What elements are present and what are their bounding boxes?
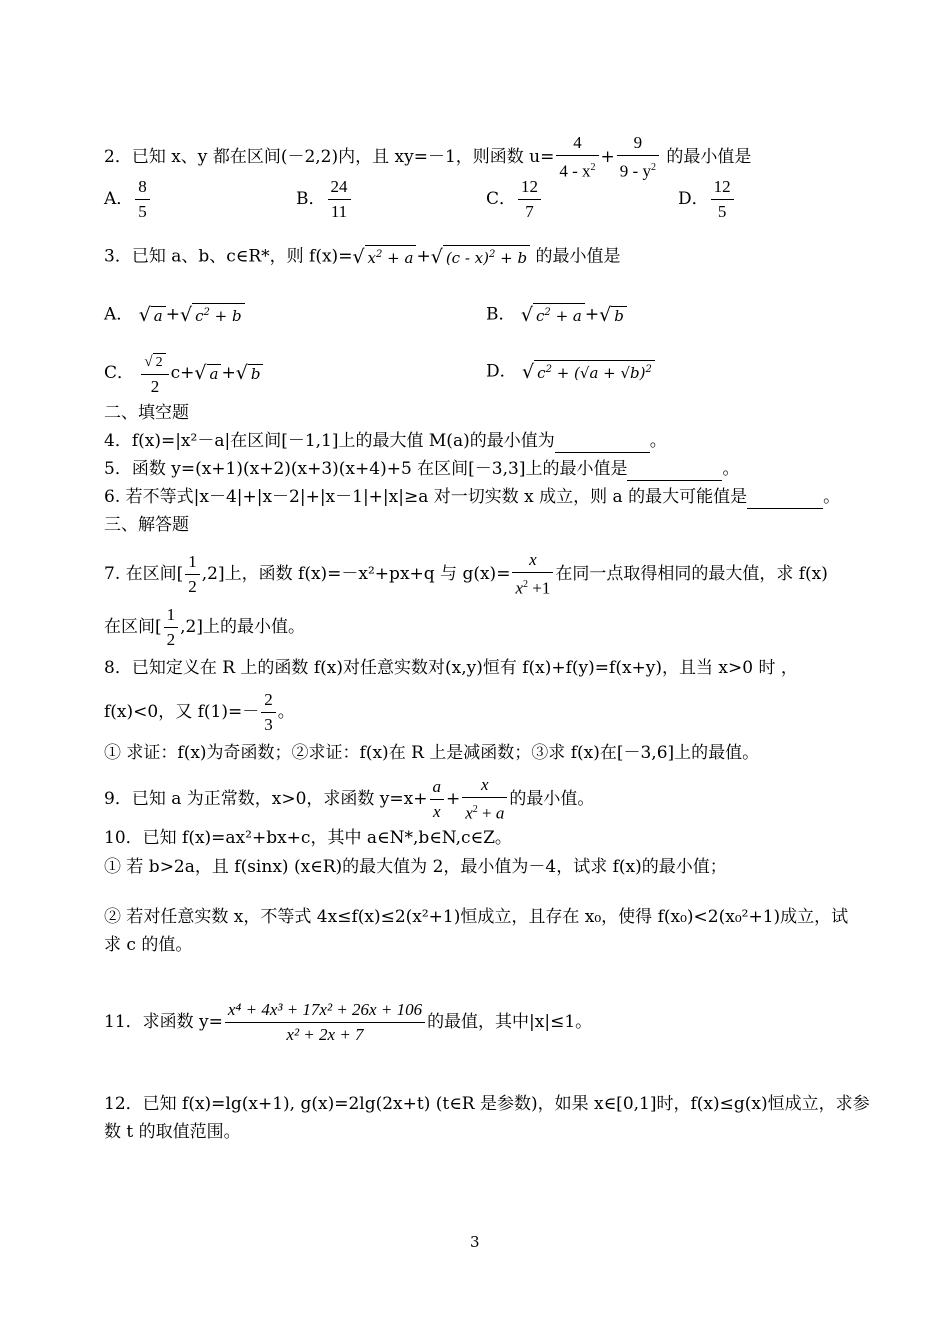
question-3: 3．已知 a、b、c∈R*，则 f(x)=√ $x^2 + a$ +√ (c - x)$^2$ + b 的最小值是	[104, 246, 621, 268]
q2-c-num: 12	[518, 175, 541, 200]
q6-answer-blank[interactable]	[747, 486, 823, 509]
question-7	[104, 548, 828, 601]
q5-text: 5．函数 y=(x+1)(x+2)(x+3)(x+4)+5 在区间[－3,3]上的最小值是	[104, 459, 628, 479]
q2-a-den: 5	[138, 202, 147, 221]
q2-b-den: 11	[330, 202, 348, 221]
q2-opt-b-frac	[328, 175, 351, 224]
question-4	[104, 430, 667, 453]
question-8-cont	[104, 688, 295, 737]
q3-c-tail: c+	[170, 362, 195, 383]
q2-f2-den-text: 9 - y	[619, 161, 651, 181]
q2-text: 2．已知 x、y 都在区间(－2,2)内，且 xy=－1，则函数 u=	[104, 146, 555, 167]
q3-tail: 的最小值是	[535, 246, 621, 267]
q7-half-frac: $\frac{1}{2}$	[185, 550, 200, 599]
page-number: 3	[470, 1233, 480, 1251]
q9-text-a: 9．已知 a 为正常数，x>0，求函数 y=x+	[104, 788, 428, 809]
q8-text-c: 。	[277, 702, 295, 722]
q2-opt-d-frac	[711, 175, 734, 224]
q2-d-num: 12	[711, 175, 734, 200]
q2-a-num: 8	[135, 175, 150, 200]
q5-answer-blank[interactable]	[627, 458, 722, 481]
q2-fraction-2	[617, 131, 659, 184]
q2-d-den: 5	[717, 202, 727, 221]
question-6	[104, 486, 840, 509]
q2-opt-c-frac	[518, 175, 541, 224]
q11-text-b: 的最值，其中|x|≤1。	[427, 1012, 593, 1032]
section-fill-blank: 二、填空题	[104, 403, 189, 423]
q11-text-a: 11．求函数 y=	[104, 1012, 223, 1032]
question-10-part2: ② 若对任意实数 x，不等式 4x≤f(x)≤2(x²+1)恒成立，且存在 x₀，使得 f(x₀)<2(x₀²+1)成立，试	[104, 907, 849, 927]
question-10: 10．已知 f(x)=ax²+bx+c，其中 a∈N*,b∈N,c∈Z。	[104, 828, 512, 848]
q3-sqrt-1: √ $x^2 + a$	[352, 245, 416, 269]
q9-frac-1: $\frac{a}{x}$	[430, 775, 445, 824]
q4-answer-blank[interactable]	[555, 430, 650, 453]
question-10-part1: ① 若 b>2a，且 f(sinx) (x∈R)的最大值为 2，最小值为－4，试求 f(x)的最小值；	[104, 857, 727, 877]
q3-opt-a-label: A．	[104, 304, 134, 325]
q11-den: x² + 2x + 7	[286, 1025, 364, 1044]
q3-c-frac: $\frac{√ 2}{2}$	[141, 348, 168, 399]
q2-opt-a-label: A．	[104, 189, 134, 209]
q2-f1-den: $4 - x^2$	[559, 161, 596, 181]
question-9: 9．已知 a 为正常数，x>0，求函数 y=x+ $\frac{a}{x}$ + $\frac{x}{x^2 + a}$ 的最小值。	[104, 773, 594, 826]
q5-end: 。	[722, 459, 740, 479]
question-12-cont: 数 t 的取值范围。	[104, 1122, 241, 1142]
q3-c-sqrt-a: √ a	[194, 362, 221, 385]
q2-option-d	[678, 175, 736, 224]
q6-text: 6. 若不等式|x－4|+|x－2|+|x－1|+|x|≥a 对一切实数 x 成立，则 a 的最大可能值是	[104, 487, 748, 507]
q3-sqrt-2: √ (c - x)$^2$ + b	[431, 245, 530, 269]
q2-fraction-1	[556, 131, 598, 184]
q3-option-d	[486, 360, 655, 384]
question-12: 12．已知 f(x)=lg(x+1), g(x)=2lg(2x+t) (t∈R 是参数)，如果 x∈[0,1]时，f(x)≤g(x)恒成立，求参	[104, 1094, 870, 1114]
q4-end: 。	[649, 431, 667, 451]
q2-f2-den: $9 - y^2$	[619, 161, 656, 181]
q2-f1-num: 4	[556, 131, 598, 156]
q3-c-sqrt-b: √ b	[236, 362, 264, 385]
q2-b-num: 24	[328, 175, 351, 200]
q2-c-den: 7	[525, 202, 534, 221]
section-solve: 三、解答题	[104, 515, 189, 535]
q2-opt-c-label: C．	[486, 189, 517, 209]
q3-a-sqrt-a: √ a	[139, 304, 166, 327]
q3-opt-b-label: B．	[486, 304, 516, 325]
q9-frac-2: $\frac{x}{x^2 + a}$	[462, 773, 507, 826]
question-11	[104, 998, 592, 1047]
question-7-cont	[104, 603, 305, 652]
q3-opt-c-label: C．	[104, 362, 135, 383]
q2-f2-num: 9	[617, 131, 659, 156]
q8-frac: $\frac{2}{3}$	[261, 688, 276, 737]
q7-text-b: ,2]上，函数 f(x)=－x²+px+q 与 g(x)=	[201, 563, 511, 584]
q3-d-sqrt: √ $c^2 + (√a + √b)^2$	[522, 360, 655, 384]
q2-opt-b-label: B．	[296, 189, 326, 209]
question-10-part2-cont: 求 c 的值。	[104, 935, 193, 955]
q7-text-d: 在区间[	[104, 617, 162, 637]
q3-b-sqrt-b: √ b	[599, 304, 627, 327]
q3-option-c: C． $\frac{√ 2}{2}$ c+√ a +√ b	[104, 348, 263, 399]
q2-f1-den-text: 4 - x	[559, 161, 591, 181]
q9-text-b: 的最小值。	[509, 788, 595, 809]
q2-tail: 的最小值是	[666, 146, 752, 167]
q7-text-c: 在同一点取得相同的最大值，求 f(x)	[555, 563, 828, 584]
q3-a-sqrt-c2b: √ $c^2 + b$	[180, 303, 245, 327]
question-8: 8．已知定义在 R 上的函数 f(x)对任意实数对(x,y)恒有 f(x)+f(y)=f(x+y)，且当 x>0 时 ，	[104, 658, 798, 678]
q7-g-frac: $\frac{x}{x^2 +1}$	[512, 548, 553, 601]
q2-option-c	[486, 175, 543, 224]
question-5	[104, 458, 739, 481]
q2-option-a	[104, 175, 152, 224]
q3-b-sqrt-c2a: √ $c^2 + a$	[521, 303, 585, 327]
q7-text-e: ,2]上的最小值。	[180, 617, 305, 637]
q11-frac	[225, 998, 425, 1047]
q4-text: 4．f(x)=|x²－a|在区间[－1,1]上的最大值 M(a)的最小值为	[104, 431, 555, 451]
q2-option-b	[296, 175, 353, 224]
q7-half-frac-2: $\frac{1}{2}$	[164, 603, 179, 652]
q7-text-a: 7. 在区间[	[104, 563, 184, 584]
q11-num: x⁴ + 4x³ + 17x² + 26x + 106	[225, 998, 425, 1023]
question-2: 2．已知 x、y 都在区间(－2,2)内，且 xy=－1，则函数 u= $\frac{4}{4 - x^2}$ + $\frac{9}{9 - y^2}$ 的最小值是	[104, 131, 751, 184]
q3-option-a: A． √ a +√ $c^2 + b$	[104, 303, 245, 327]
q8-text-b: f(x)<0，又 f(1)=－	[104, 702, 260, 722]
q3-text: 3．已知 a、b、c∈R*，则 f(x)=	[104, 246, 353, 267]
question-8-parts: ① 求证：f(x)为奇函数；②求证：f(x)在 R 上是减函数；③求 f(x)在[－3,6]上的最值。	[104, 743, 760, 763]
q3-option-b: B． √ $c^2 + a$ +√ b	[486, 303, 627, 327]
q3-opt-d-label: D．	[486, 361, 517, 382]
q6-end: 。	[823, 487, 841, 507]
q2-opt-d-label: D．	[678, 189, 709, 209]
q2-opt-a-frac	[135, 175, 150, 224]
